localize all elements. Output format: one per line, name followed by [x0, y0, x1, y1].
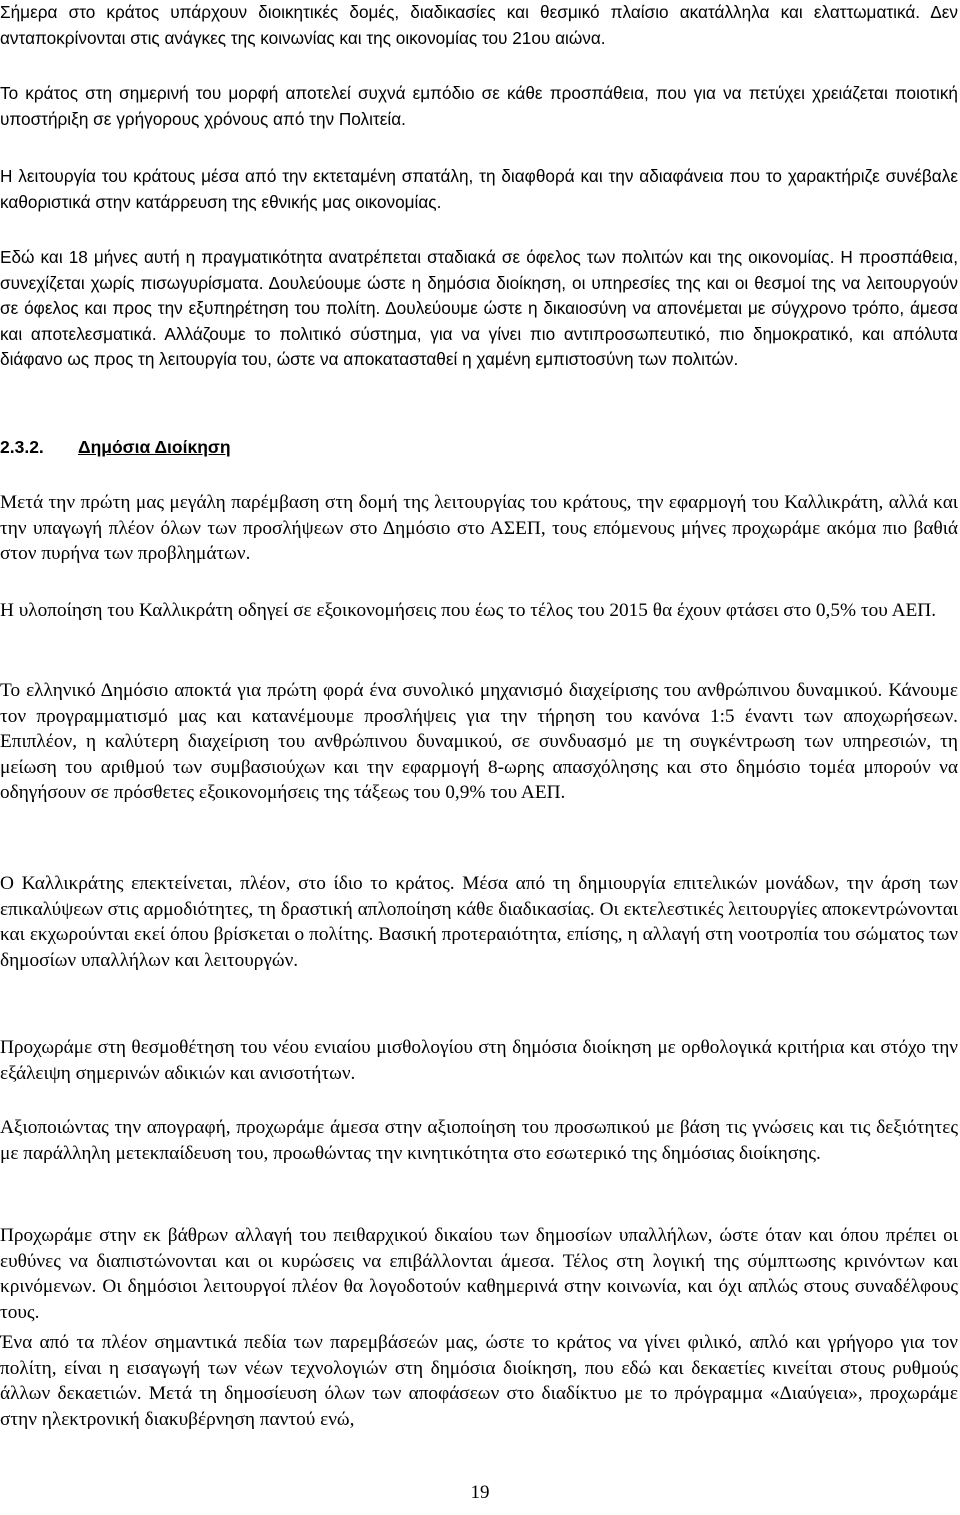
section-paragraph-3: Το ελληνικό Δημόσιο αποκτά για πρώτη φορά ένα συνολικό μηχανισμό διαχείρισης του ανθρώπινου δυναμικού. Κάνουμε τον προγραμματισμό μας και κατανέμουμε προσλήψεις για την τήρηση του κανόνα 1:5 έναντι των αποχωρήσεων. Επιπλέον, η καλύτερη διαχείριση του ανθρώπινου δυναμικού, σε συνδυασμό με τη συγκέντρωση των υπηρεσιών, τη μείωση του αριθμού των συμβασιούχων και την εφαρμογή 8-ωρης απασχόλησης και στο δημόσιο τομέα μπορούν να οδηγήσουν σε πρόσθετες εξοικονομήσεις της τάξεως του 0,9% του ΑΕΠ.: [0, 680, 958, 803]
intro-paragraph-3: Η λειτουργία του κράτους μέσα από την εκτεταμένη σπατάλη, τη διαφθορά και την αδιαφάνεια που το χαρακτήριζε συνέβαλε καθοριστικά στην κατάρρευση της εθνικής μας οικονομίας.: [0, 166, 958, 212]
section-paragraph-4: Ο Καλλικράτης επεκτείνεται, πλέον, στο ίδιο το κράτος. Μέσα από τη δημιουργία επιτελικών μονάδων, την άρση των επικαλύψεων στις αρμοδιότητες, τη δραστική απλοποίηση κάθε διαδικασίας. Οι εκτελεστικές λειτουργίες αποκεντρώνονται και εκχωρούνται εκεί όπου βρίσκεται ο πολίτης. Βασική προτεραιότητα, επίσης, η αλλαγή στη νοοτροπία του σώματος των δημοσίων υπαλλήλων και λειτουργών.: [0, 873, 958, 971]
section-number: 2.3.2.: [0, 437, 44, 457]
section-heading: [0, 434, 231, 460]
section-paragraph-7: Προχωράμε στην εκ βάθρων αλλαγή του πειθαρχικού δικαίου των δημοσίων υπαλλήλων, ώστε όταν και όπου πρέπει οι ευθύνες να διαπιστώνονται και οι κυρώσεις να επιβάλλονται άμεσα. Τέλος στη λογική της σύμπτωσης κρινόντων και κρινόμενων. Οι δημόσιοι λειτουργοί πλέον θα λογοδοτούν καθημερινά στην κοινωνία, και όχι απλώς στους συναδέλφους τους.: [0, 1225, 958, 1323]
intro-paragraph-2: Το κράτος στη σημερινή του μορφή αποτελεί συχνά εμπόδιο σε κάθε προσπάθεια, που για να πετύχει χρειάζεται ποιοτική υποστήριξη σε γρήγορους χρόνους από την Πολιτεία.: [0, 83, 958, 129]
section-paragraph-6: Αξιοποιώντας την απογραφή, προχωράμε άμεσα στην αξιοποίηση του προσωπικού με βάση τις γνώσεις και τις δεξιότητες με παράλληλη μετεκπαίδευση του, προωθώντας την κινητικότητα στο εσωτερικό της δημόσιας διοίκησης.: [0, 1117, 958, 1164]
section-title: Δημόσια Διοίκηση: [78, 437, 231, 457]
section-paragraph-5: Προχωράμε στη θεσμοθέτηση του νέου ενιαίου μισθολογίου στη δημόσια διοίκηση με ορθολογικά κριτήρια και στόχο την εξάλειψη σημερινών αδικιών και ανισοτήτων.: [0, 1037, 958, 1084]
intro-paragraph-1: Σήμερα στο κράτος υπάρχουν διοικητικές δομές, διαδικασίες και θεσμικό πλαίσιο ακατάλληλα και ελαττωματικά. Δεν ανταποκρίνονται στις ανάγκες της κοινωνίας και της οικονομίας του 21ου αιώνα.: [0, 2, 958, 48]
section-paragraph-2: Η υλοποίηση του Καλλικράτη οδηγεί σε εξοικονομήσεις που έως το τέλος του 2015 θα έχουν φτάσει στο 0,5% του ΑΕΠ.: [0, 600, 937, 621]
intro-paragraph-4: Εδώ και 18 μήνες αυτή η πραγματικότητα ανατρέπεται σταδιακά σε όφελος των πολιτών και της οικονομίας. Η προσπάθεια, συνεχίζεται χωρίς πισωγυρίσματα. Δουλεύουμε ώστε η δημόσια διοίκηση, οι υπηρεσίες της και οι θεσμοί της να λειτουργούν σε όφελος και προς την εξυπηρέτηση του πολίτη. Δουλεύουμε ώστε η δικαιοσύνη να απονέμεται με σύγχρονο τρόπο, άμεσα και αποτελεσματικά. Αλλάζουμε το πολιτικό σύστημα, για να γίνει πιο αντιπροσωπευτικό, πιο δημοκρατικό, και απόλυτα διάφανο ως προς τη λειτουργία του, ώστε να αποκατασταθεί η χαμένη εμπιστοσύνη των πολιτών.: [0, 247, 958, 369]
section-paragraph-8: Ένα από τα πλέον σημαντικά πεδία των παρεμβάσεών μας, ώστε το κράτος να γίνει φιλικό, απλό και γρήγορο για τον πολίτη, είναι η εισαγωγή των νέων τεχνολογιών στη δημόσια διοίκηση, που εδώ και δεκαετίες κινείται στους ρυθμούς άλλων δεκαετιών. Μετά τη δημοσίευση όλων των αποφάσεων στο διαδίκτυο με το πρόγραμμα «Διαύγεια», προχωράμε στην ηλεκτρονική διακυβέρνηση παντού ενώ,: [0, 1332, 958, 1430]
section-paragraph-1: Μετά την πρώτη μας μεγάλη παρέμβαση στη δομή της λειτουργίας του κράτους, την εφαρμογή του Καλλικράτη, αλλά και την υπαγωγή πλέον όλων των προσλήψεων στο Δημόσιο στο ΑΣΕΠ, τους επόμενους μήνες προχωράμε ακόμα πιο βαθιά στον πυρήνα των προβλημάτων.: [0, 492, 958, 564]
page-number: 19: [470, 1482, 490, 1503]
